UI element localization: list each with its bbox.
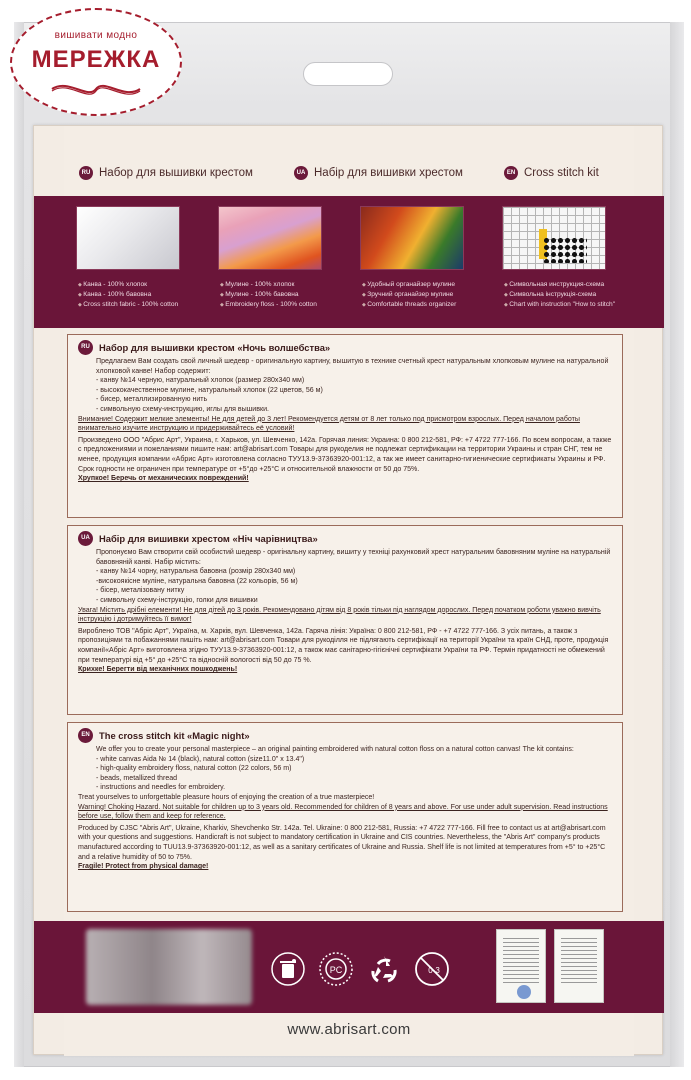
website-url: www.abrisart.com	[287, 1021, 411, 1038]
section-en-body: We offer you to create your personal masterpiece – an original painting embroidered with natural cotton floss on a natural cotton canvas! The kit contains: - white canvas Aida № 14 (black), natural cotton (size11.0" x 13.4") - high-quality embroidery floss, natural cotton (22 colors, 56 m) - beads, metallized thread - instructions and needles for embroidery. Treat yourselves to unforgettable pleasure hours of enjoying the creation of a true masterpiece! Warning! Choking Hazard. Not suitable for children up to 3 years old. Recommended for children of 8 years and above. For use under adult supervision. Read instructions before use, follow them and keep for reference. Produced by CJSC "Abris Art", Ukraine, Kharkiv, Shevchenko Str. 142a. Tel. Ukraine: 0 800 212-581, Russia: +7 4722 777-166. Fill free to contact us at art@abrisart.com with your questions and suggestions. Handicraft is not subject to mandatory certification in Ukraine and CIS countries. Nevertheless, the "Abris Art" company's products manufactured according to TUU13.9-37363920-001:12, as well as a sanitary certificates of Ukraine and Russia. Shelf life is not limited at temperatures from +5° to +25°C and a relative humidity of 50 to 75%. Fragile! Protect from physical damage!	[78, 746, 608, 871]
blurred-barcode	[86, 929, 252, 1005]
lang-badge: EN	[78, 728, 93, 743]
header-lang-label: Набор для вышивки крестом	[99, 167, 253, 179]
lang-badge: RU	[78, 340, 93, 355]
section-ua-body: Пропонуємо Вам створити свій особистий шедевр - оригінальну картину, вишиту у техніці рахунковий хрест натуральним бавовняним муліне на натуральній бавовняній канві. Набір містить: - канву №14 чорну, натуральна бавовна (розмір 280х340 мм) -високоякісне муліне, натуральна бавовна (22 кольорів, 56 м) - бісер, металізовану нитку - символьну схему-інструкцію, голки для вишивки Увага! Містить дрібні елементи! Не для дітей до 3 років. Рекомендовано дітям від 8 років тільки під наглядом дорослих. Перед початком роботи уважно вивчіть інструкцію і дотримуйтесь її вимог! Виробленo ТОВ "Абріс Арт", Україна, м. Харків, вул. Шевченка, 142а. Гаряча лінія: Україна: 0 800 212-581, РФ - +7 4722 777-166. З усіх питань, а також з пропозиціями та побажаннями пишіть нам: art@abrisart.com Товари для рукоділля не підлягають сертифікації на території України та країн СНД, проте, продукція компанії«Абріс Арт» виготовлена згідно ТУУ13.9-37363920-001:12, а також має санітарно-гігієнічні сертифікати України та РФ. Термін придатності не обмежений при температурі від +5° до +25°С та відносній вологості від 50 до 75 %. Крихке! Берегти від механічних пошкоджень!	[78, 549, 611, 674]
canvas-captions: ◆ Канва - 100% хлопок ◆ Канва - 100% бавовна ◆ Cross stitch fabric - 100% cotton	[78, 280, 178, 310]
lang-badge: UA	[78, 531, 93, 546]
section-en-title: EN The cross stitch kit «Magic night»	[68, 723, 622, 745]
footer-band	[34, 921, 664, 1013]
section-ru-body: Предлагаем Вам создать свой личный шедевр - оригинальную картину, вышитую в технике счетный крест натуральным хлопковым мулине на натуральной хлопковой канве! Набор содержит: - канву №14 черную, натуральный хлопок (размер 280х340 мм) - высококачественное мулине, натуральный хлопок (22 цветов, 56 м) - бисер, металлизированную нить - символьную схему-инструкцию, иглы для вышивки. Внимание! Содержит мелкие элементы! Не для детей до 3 лет! Рекомендуется детям от 8 лет только под присмотром взрослых. Перед началом работы внимательно изучите инструкцию и придерживайтесь её условий! Произведено ООО "Абрис Арт", Украина, г. Харьков, ул. Шевченко, 142а. Горячая линия: Украина: 0 800 212-581, РФ: +7 4722 777-166. По всем вопросам, а также с предложениями и пожеланиями пишите нам: art@abrisart.com Товары для рукоделия не подлежат сертификации на территории Украины и стран СНГ, тем не менее, продукция компании «Абрис Арт» изготовлена согласно ТУУ13.9-37363920-001:12, а так же имеет санитарно-гигиенические сертификаты Украины и РФ. Срок годности не ограничен при температуре от +5°до +25°С и относительной влажности от 50 до 75%. Хрупкое! Беречь от механических повреждений!	[78, 358, 612, 483]
header-lang-label: Набір для вишивки хрестом	[314, 167, 463, 179]
header-lang-ru	[79, 166, 253, 180]
header-lang-en	[504, 166, 599, 180]
chart-symbols	[543, 237, 587, 263]
section-ua	[67, 525, 623, 715]
floss-captions: ◆ Мулине - 100% хлопок ◆ Мулине - 100% бавовна ◆ Embroidery floss - 100% cotton	[220, 280, 317, 310]
floss-photo	[218, 206, 322, 270]
logo-tagline: вишивати модно	[54, 30, 138, 41]
merezhka-logo	[10, 8, 182, 116]
certificate-ru-thumbnail	[554, 929, 604, 1003]
contents-band	[34, 196, 664, 328]
header-lang-ua	[294, 166, 463, 180]
section-en	[67, 722, 623, 912]
age-0-3-restriction-icon	[414, 951, 450, 987]
chart-captions: ◆ Символьная инструкция-схема ◆ Символьна інструкція-схема ◆ Chart with instruction "How to stitch"	[504, 280, 615, 310]
lang-badge: RU	[79, 166, 93, 180]
certificate-ua-thumbnail	[496, 929, 546, 1003]
lang-badge: EN	[504, 166, 518, 180]
header-lang-label: Cross stitch kit	[524, 167, 599, 179]
recycle-icon	[366, 951, 402, 987]
thread-skein-icon	[48, 80, 144, 98]
lang-badge: UA	[294, 166, 308, 180]
logo-brand: МЕРЕЖКА	[31, 46, 161, 73]
hang-hole	[303, 62, 393, 86]
bag-right-edge	[670, 22, 684, 1067]
section-ua-title: UA Набір для вишивки хрестом «Ніч чарівництва»	[68, 526, 622, 548]
language-header	[34, 166, 664, 188]
section-ru-title: RU Набор для вышивки крестом «Ночь волшебства»	[68, 335, 622, 357]
organizer-photo	[360, 206, 464, 270]
svg-text:PC: PC	[329, 965, 343, 975]
svg-text:0-3: 0-3	[428, 966, 440, 975]
chart-photo	[502, 206, 606, 270]
organizer-captions: ◆ Удобный органайзер мулине ◆ Зручний органайзер мулине ◆ Comfortable threads organizer	[362, 280, 456, 310]
bag-left-edge	[14, 22, 24, 1067]
section-ru	[67, 334, 623, 518]
rst-certification-icon	[318, 951, 354, 987]
canvas-photo	[76, 206, 180, 270]
trash-bin-icon	[270, 951, 306, 987]
